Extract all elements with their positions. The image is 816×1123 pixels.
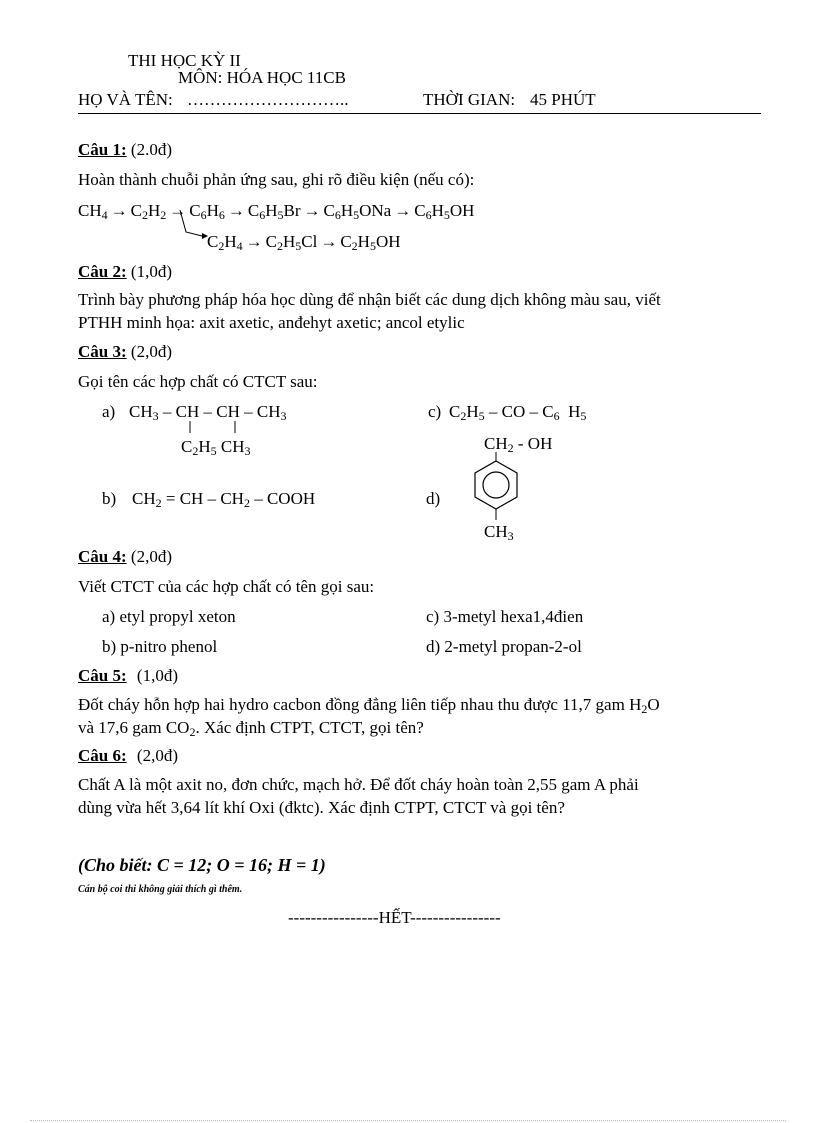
q6-points: (2,0đ): [136, 746, 178, 765]
q5-line2-end: . Xác định CTPT, CTCT, gọi tên?: [195, 718, 424, 737]
exam-title: THI HỌC KỲ II: [128, 51, 241, 70]
q4-points: (2,0đ): [130, 547, 172, 566]
name-field: ………………………..: [187, 90, 349, 109]
q2-text-line1: Trình bày phương pháp hóa học dùng để nhận biết các dung dịch không màu sau, viết: [78, 290, 661, 309]
q3-c-formula: $C_2H_5$ – CO – $C_6$ $H_5$: [449, 402, 587, 423]
name-label: HỌ VÀ TÊN:: [78, 90, 173, 109]
q1-points: (2.0đ): [130, 140, 172, 159]
q4-item-c: c) 3-metyl hexa1,4đien: [426, 607, 584, 626]
q3-b-formula: $CH_2$ = CH – $CH_2$ – COOH: [132, 489, 316, 510]
q3-d-top-ch: CH: [484, 434, 508, 453]
page-bottom-border: [30, 1120, 786, 1121]
q4-prompt: Viết CTCT của các hợp chất có tên gọi sau:: [78, 577, 375, 596]
time-value: 45 PHÚT: [530, 90, 596, 109]
q1-prompt: Hoàn thành chuỗi phản ứng sau, ghi rõ điều kiện (nếu có):: [78, 170, 475, 189]
header-divider: [78, 113, 761, 114]
benzene-ring-structure: [466, 452, 530, 524]
q6-text-line2: dùng vừa hết 3,64 lít khí Oxi (đktc). Xác định CTPT, CTCT và gọi tên?: [78, 798, 565, 817]
proctor-note: Cán bộ coi thi không giải thích gì thêm.: [78, 884, 243, 895]
q3-d-bottom-ch: CH: [484, 522, 508, 541]
q5-line1-end: O: [647, 695, 660, 714]
q4-item-d: d) 2-metyl propan-2-ol: [426, 637, 582, 656]
q2-text-line2: PTHH minh họa: axit axetic, anđehyt axetic; ancol etylic: [78, 313, 465, 332]
q3-b-label: b): [102, 489, 117, 508]
q5-text-line2: [78, 718, 424, 738]
q3-a-label: a): [102, 402, 116, 421]
q1-label: Câu 1:: [78, 140, 127, 159]
q5-label: Câu 5:: [78, 666, 127, 685]
q6-label: Câu 6:: [78, 746, 127, 765]
q3-d-top-oh: - OH: [513, 434, 553, 453]
q5-line1-sub: 2: [641, 702, 648, 716]
end-marker: ----------------HẾT----------------: [288, 908, 501, 927]
q3-label: Câu 3:: [78, 342, 127, 361]
q3-d-bottom-sub: 3: [507, 529, 514, 543]
q4-heading: [78, 547, 172, 567]
q5-line1-text: Đốt cháy hỗn hợp hai hydro cacbon đồng đẳng liên tiếp nhau thu được 11,7 gam H: [78, 695, 642, 714]
q3-d-top-group: [484, 434, 552, 454]
q3-a-bonds: [185, 420, 245, 436]
q3-a-formula: $CH_3$ – CH – CH – $CH_3$: [129, 402, 287, 423]
q3-d-label: d): [426, 489, 441, 508]
q3-a-substituents: $C_2H_5$ $CH_3$: [181, 437, 251, 458]
q1-heading: [78, 140, 172, 160]
q5-text-line1: [78, 695, 660, 715]
q1-branch-arrow: [176, 206, 210, 246]
q4-label: Câu 4:: [78, 547, 127, 566]
q2-points: (1,0đ): [130, 262, 172, 281]
q4-item-b: b) p-nitro phenol: [102, 637, 218, 656]
q6-text-line1: Chất A là một axit no, đơn chức, mạch hở. Để đốt cháy hoàn toàn 2,55 gam A phải: [78, 775, 639, 794]
q1-reaction-branch: $C_2H_4 \to C_2H_5Cl \to C_2H_5OH$: [207, 232, 401, 253]
q5-line2-text: và 17,6 gam CO: [78, 718, 190, 737]
q2-label: Câu 2:: [78, 262, 127, 281]
q3-points: (2,0đ): [130, 342, 172, 361]
q6-heading: [78, 746, 178, 766]
q2-heading: [78, 262, 172, 282]
q3-d-bottom-group: [484, 522, 514, 542]
q3-c-label: c): [428, 402, 442, 421]
time-label: THỜI GIAN:: [423, 90, 516, 109]
atomic-mass-note: (Cho biết: C = 12; O = 16; H = 1): [78, 855, 326, 875]
q5-points: (1,0đ): [136, 666, 178, 685]
q3-prompt: Gọi tên các hợp chất có CTCT sau:: [78, 372, 318, 391]
q1-reaction-chain: $CH_4 \to C_2H_2 \to C_6H_6 \to C_6H_5Br \to C_6H_5ONa \to C_6H_5OH$: [78, 201, 475, 222]
q3-heading: [78, 342, 172, 362]
q4-item-a: a) etyl propyl xeton: [102, 607, 236, 626]
q5-line2-sub: 2: [189, 725, 196, 739]
q3-d-top-sub: 2: [507, 441, 514, 455]
q5-heading: [78, 666, 178, 686]
subject-title: MÔN: HÓA HỌC 11CB: [178, 68, 346, 87]
